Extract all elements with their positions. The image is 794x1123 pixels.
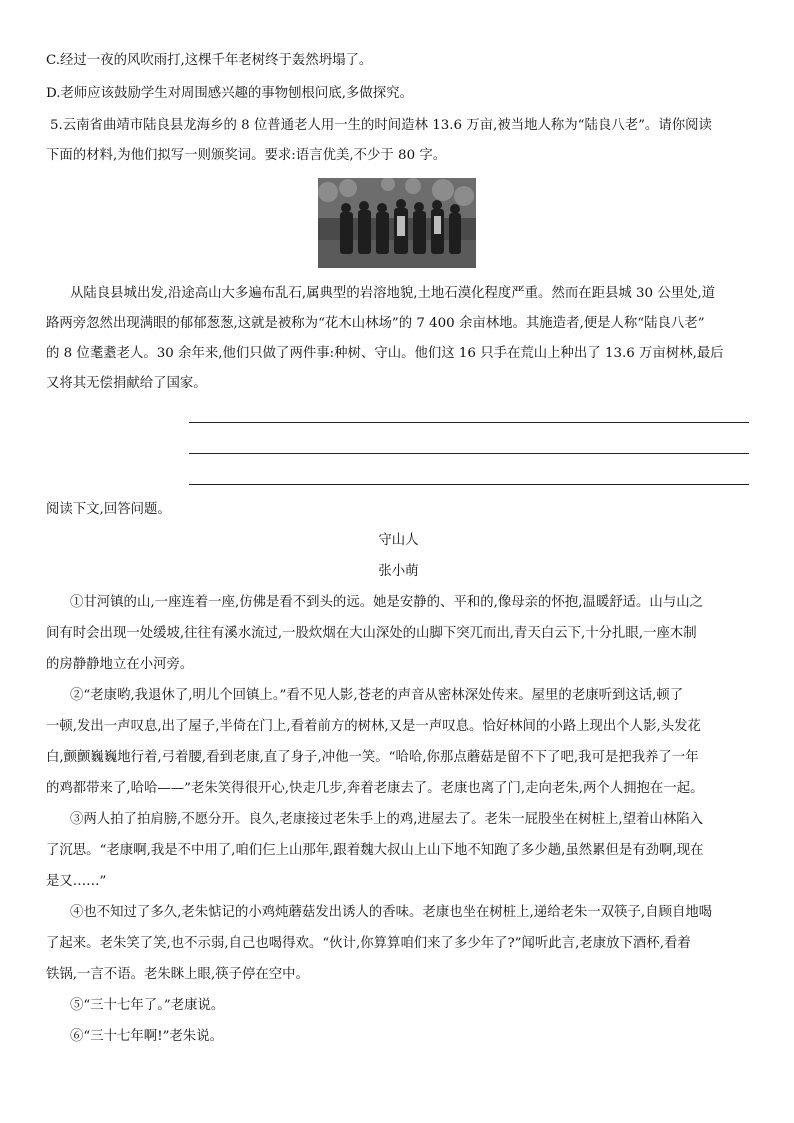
paragraph-2-line-1: ②“老康哟,我退休了,明儿个回镇上。”看不见人影,苍老的声音从密林深处传来。屋里的老康听到这话,顿了 xyxy=(70,688,684,703)
paragraph-2-line-2: 一顿,发出一声叹息,出了屋子,半倚在门上,看着前方的树林,又是一声叹息。恰好林间的小路上现出个人影,头发花 xyxy=(46,719,701,734)
paragraph-5: ⑤“三十七年了。”老康说。 xyxy=(70,998,225,1013)
paragraph-6: ⑥“三十七年啊!”老朱说。 xyxy=(70,1029,223,1044)
story-title: 守山人 xyxy=(378,533,419,548)
paragraph-4-line-1: ④也不知过了多久,老朱惦记的小鸡炖蘑菇发出诱人的香味。老康也坐在树桩上,递给老朱一双筷子,自顾自地喝 xyxy=(70,905,713,920)
option-d: D.老师应该鼓励学生对周围感兴趣的事物刨根问底,多做探究。 xyxy=(46,86,413,101)
material-line-3: 的 8 位耄耋老人。30 余年来,他们只做了两件事:种树、守山。他们这 16 只手在荒山上种出了 13.6 万亩树林,最后 xyxy=(46,346,724,361)
question-5-line-2: 下面的材料,为他们拟写一则颁奖词。要求:语言优美,不少于 80 字。 xyxy=(46,148,447,163)
answer-line-1[interactable] xyxy=(189,422,749,423)
paragraph-4-line-2: 了起来。老朱笑了笑,也不示弱,自己也喝得欢。“伙计,你算算咱们来了多少年了?”闻听此言,老康放下酒杯,看着 xyxy=(46,936,691,951)
material-line-2: 路两旁忽然出现满眼的郁郁葱葱,这就是被称为“花木山林场”的 7 400 余亩林地。其施造者,便是人称“陆良八老” xyxy=(46,316,705,331)
material-line-1: 从陆良县城出发,沿途高山大多遍布乱石,属典型的岩溶地貌,土地石漠化程度严重。然而在距县城 30 公里处,道 xyxy=(70,286,716,301)
eight-elders-photo xyxy=(318,178,476,268)
photo-illustration xyxy=(318,178,476,268)
answer-line-3[interactable] xyxy=(189,484,749,485)
paragraph-1-line-3: 的房静静地立在小河旁。 xyxy=(46,657,194,672)
paragraph-2-line-4: 的鸡都带来了,哈哈——”老朱笑得很开心,快走几步,奔着老康去了。老康也离了门,走向老朱,两个人拥抱在一起。 xyxy=(46,781,704,796)
paragraph-4-line-3: 铁锅,一言不语。老朱眯上眼,筷子停在空中。 xyxy=(46,967,309,982)
option-c: C.经过一夜的风吹雨打,这棵千年老树终于轰然坍塌了。 xyxy=(46,53,373,68)
answer-line-2[interactable] xyxy=(189,453,749,454)
paragraph-1-line-1: ①甘河镇的山,一座连着一座,仿佛是看不到头的远。她是安静的、平和的,像母亲的怀抱,温暖舒适。山与山之 xyxy=(70,595,703,610)
paragraph-1-line-2: 间有时会出现一处缓坡,往往有溪水流过,一股炊烟在大山深处的山脚下突兀而出,青天白云下,十分扎眼,一座木制 xyxy=(46,626,697,641)
paragraph-3-line-2: 了沉思。“老康啊,我是不中用了,咱们仨上山那年,跟着魏大叔山上山下地不知跑了多少趟,虽然累但是有劲啊,现在 xyxy=(46,843,704,858)
question-5-line-1: 5.云南省曲靖市陆良县龙海乡的 8 位普通老人用一生的时间造林 13.6 万亩,被当地人称为“陆良八老”。请你阅读 xyxy=(50,118,712,133)
paragraph-3-line-1: ③两人拍了拍肩膀,不愿分开。良久,老康接过老朱手上的鸡,进屋去了。老朱一屁股坐在树桩上,望着山林陷入 xyxy=(70,812,703,827)
material-line-4: 又将其无偿捐献给了国家。 xyxy=(46,376,207,391)
paragraph-2-line-3: 白,颤颤巍巍地行着,弓着腰,看到老康,直了身子,冲他一笑。“哈哈,你那点蘑菇是留不下了吧,我可是把我养了一年 xyxy=(46,750,699,765)
paragraph-3-line-3: 是又……” xyxy=(46,874,107,889)
reading-instruction: 阅读下文,回答问题。 xyxy=(46,502,171,517)
story-author: 张小萌 xyxy=(378,564,419,579)
